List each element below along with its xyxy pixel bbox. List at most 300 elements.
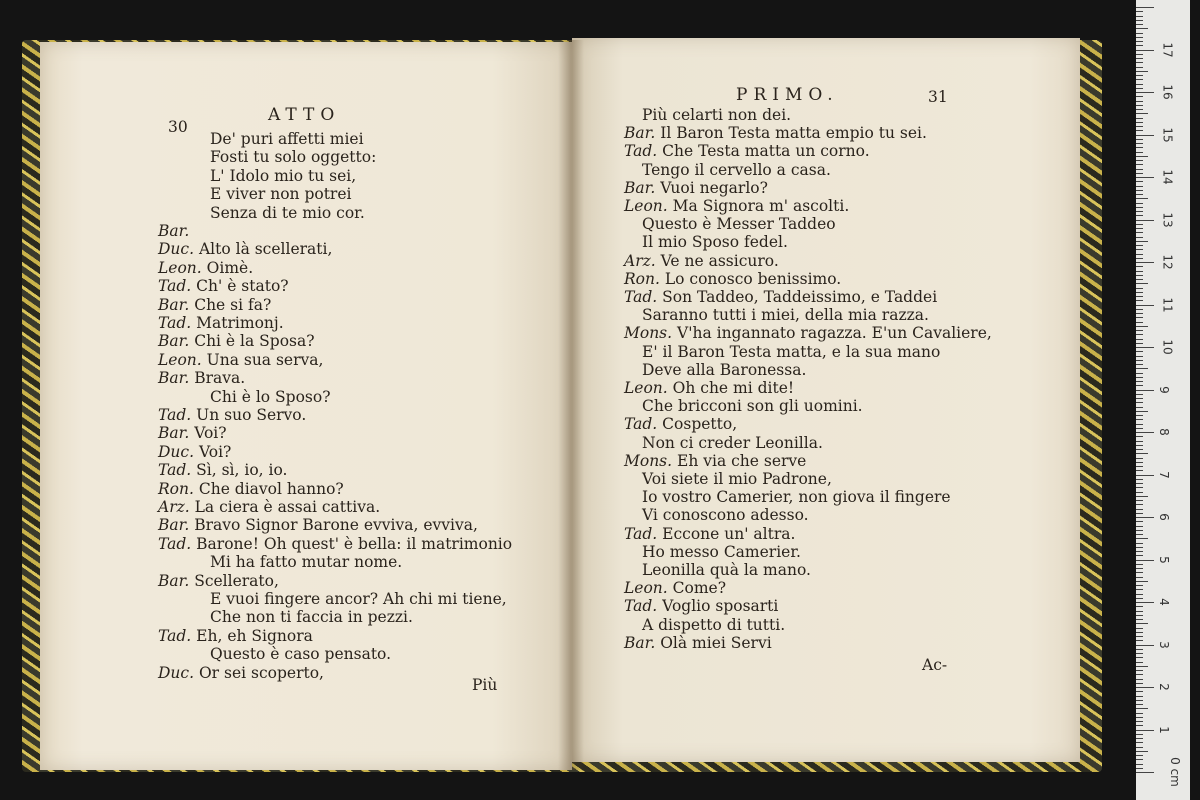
- ruler-tick: [1136, 424, 1143, 425]
- verse-text: A dispetto di tutti.: [642, 615, 786, 634]
- ruler-tick: [1136, 130, 1143, 131]
- ruler-tick: [1136, 747, 1143, 748]
- verse-text: La ciera è assai cattiva.: [194, 498, 381, 516]
- ruler-tick: [1136, 194, 1143, 195]
- ruler-tick: [1136, 67, 1143, 68]
- verse-line: [210, 204, 365, 222]
- verse-line: [210, 645, 391, 663]
- ruler-tick: [1136, 33, 1143, 34]
- verse-text: Voi?: [198, 442, 232, 461]
- book-gutter: [558, 40, 584, 770]
- ruler-tick: [1136, 330, 1143, 331]
- ruler-tick: [1136, 594, 1143, 595]
- ruler-tick: [1136, 619, 1143, 620]
- ruler-tick: [1136, 143, 1143, 144]
- ruler-tick: [1136, 479, 1143, 480]
- ruler-tick: [1136, 105, 1143, 106]
- ruler-tick: [1136, 54, 1143, 55]
- ruler-tick: [1136, 360, 1143, 361]
- ruler-tick: [1136, 602, 1154, 603]
- speaker-label: Tad.: [158, 534, 192, 553]
- speaker-label: Leon.: [158, 350, 202, 369]
- ruler-tick: [1136, 517, 1154, 518]
- verse-text: Il Baron Testa matta empio tu sei.: [660, 124, 927, 143]
- ruler-tick: [1136, 79, 1143, 80]
- verse-text: Come?: [672, 579, 727, 598]
- ruler-tick: [1136, 611, 1143, 612]
- ruler-tick: [1136, 755, 1143, 756]
- ruler-tick: [1136, 288, 1143, 289]
- speaker-label: Tad.: [158, 461, 192, 480]
- ruler-tick: [1136, 555, 1143, 556]
- ruler-tick: [1136, 725, 1143, 726]
- ruler-tick: [1136, 751, 1148, 752]
- verse-line: [624, 197, 849, 215]
- verse-text: Mi ha fatto mutar nome.: [210, 553, 403, 572]
- verse-line: [210, 167, 356, 185]
- ruler-tick: [1136, 169, 1143, 170]
- verse-text: Matrimonj.: [196, 314, 284, 332]
- ruler-tick: [1136, 509, 1143, 510]
- ruler-tick: [1136, 279, 1143, 280]
- speaker-label: Tad.: [624, 415, 658, 434]
- verse-text: Che Testa matta un corno.: [662, 142, 870, 161]
- verse-text: Bravo Signor Barone evviva, evviva,: [194, 516, 478, 535]
- speaker-label: Arz.: [158, 498, 190, 516]
- speaker-label: Tad.: [158, 626, 192, 645]
- verse-line: [158, 498, 380, 516]
- speaker-label: Ron.: [624, 269, 660, 288]
- ruler-tick: [1136, 118, 1143, 119]
- ruler-tick: [1136, 458, 1143, 459]
- verse-text: Eccone un' altra.: [662, 524, 796, 543]
- verse-text: Vuoi negarlo?: [660, 178, 768, 197]
- ruler-tick: [1136, 317, 1143, 318]
- verse-text: Olà miei Servi: [660, 633, 772, 652]
- ruler-tick: [1136, 84, 1143, 85]
- verse-text: Voglio sposarti: [662, 597, 779, 616]
- ruler-tick: [1136, 190, 1143, 191]
- ruler-tick: [1136, 730, 1154, 731]
- ruler-tick: [1136, 441, 1143, 442]
- ruler-tick: [1136, 691, 1143, 692]
- verse-line: [642, 543, 801, 561]
- ruler-tick: [1136, 772, 1154, 773]
- ruler-label: 5: [1156, 555, 1171, 564]
- ruler-tick: [1136, 606, 1143, 607]
- ruler-tick: [1136, 534, 1143, 535]
- verse-text: Che non ti faccia in pezzi.: [210, 608, 413, 627]
- ruler-tick: [1136, 62, 1143, 63]
- speaker-label: Tad.: [624, 142, 658, 161]
- ruler-tick: [1136, 700, 1143, 701]
- verse-line: [642, 616, 785, 634]
- verse-text: Che si fa?: [194, 295, 272, 314]
- ruler-tick: [1136, 679, 1143, 680]
- verse-text: L' Idolo mio tu sei,: [210, 166, 357, 185]
- verse-text: Sì, sì, io, io.: [196, 461, 288, 480]
- ruler-tick: [1136, 37, 1143, 38]
- speaker-label: Bar.: [624, 124, 656, 143]
- ruler-tick: [1136, 113, 1148, 114]
- ruler-tick: [1136, 572, 1143, 573]
- ruler-tick: [1136, 75, 1143, 76]
- ruler-tick: [1136, 432, 1154, 433]
- ruler-tick: [1136, 496, 1148, 497]
- verse-text: Cospetto,: [662, 415, 738, 434]
- verse-text: Deve alla Baronessa.: [642, 360, 807, 379]
- ruler-tick: [1136, 649, 1143, 650]
- speaker-label: Leon.: [624, 379, 668, 397]
- ruler-label: 0 cm: [1167, 757, 1182, 787]
- verse-text: E viver non potrei: [210, 185, 352, 204]
- verse-text: Eh, eh Signora: [196, 626, 313, 645]
- verse-line: [210, 130, 364, 148]
- verse-line: [624, 452, 806, 470]
- ruler-tick: [1136, 530, 1143, 531]
- ruler-tick: [1136, 577, 1143, 578]
- ruler-tick: [1136, 109, 1143, 110]
- ruler-tick: [1136, 721, 1143, 722]
- ruler-tick: [1136, 232, 1143, 233]
- measuring-ruler: [1136, 0, 1190, 800]
- ruler-tick: [1136, 292, 1143, 293]
- ruler-tick: [1136, 738, 1143, 739]
- ruler-tick: [1136, 45, 1143, 46]
- verse-line: [158, 572, 279, 590]
- ruler-tick: [1136, 632, 1143, 633]
- verse-line: [624, 324, 992, 342]
- ruler-tick: [1136, 101, 1143, 102]
- ruler-tick: [1136, 156, 1148, 157]
- ruler-tick: [1136, 551, 1143, 552]
- ruler-tick: [1136, 139, 1143, 140]
- verse-text: Più celarti non dei.: [642, 106, 792, 124]
- verse-text: Un suo Servo.: [196, 406, 307, 424]
- ruler-tick: [1136, 674, 1143, 675]
- verse-text: Vi conoscono adesso.: [642, 506, 809, 525]
- verse-text: Io vostro Camerier, non giova il fingere: [642, 488, 951, 507]
- verse-text: Or sei scoperto,: [198, 663, 324, 682]
- ruler-tick: [1136, 504, 1143, 505]
- ruler-tick: [1136, 666, 1148, 667]
- verse-line: [158, 424, 227, 442]
- ruler-tick: [1136, 228, 1143, 229]
- verse-line: [210, 608, 413, 626]
- ruler-tick: [1136, 305, 1154, 306]
- speaker-label: Duc.: [158, 442, 195, 461]
- ruler-tick: [1136, 373, 1143, 374]
- verse-line: [624, 634, 772, 652]
- ruler-tick: [1136, 262, 1154, 263]
- ruler-tick: [1136, 704, 1143, 705]
- verse-text: Ho messo Camerier.: [642, 542, 801, 561]
- catchword: Ac-: [922, 656, 948, 674]
- ruler-tick: [1136, 283, 1148, 284]
- verse-line: [642, 506, 809, 524]
- ruler-tick: [1136, 334, 1143, 335]
- verse-text: Ve ne assicuro.: [660, 251, 779, 270]
- speaker-label: Bar.: [158, 571, 190, 590]
- speaker-label: Bar.: [158, 424, 190, 443]
- ruler-label: 15: [1160, 126, 1175, 143]
- verse-text: Scellerato,: [194, 571, 279, 590]
- verse-text: Fosti tu solo oggetto:: [210, 148, 377, 167]
- speaker-label: Tad.: [158, 277, 192, 296]
- speaker-label: Tad.: [624, 524, 658, 543]
- ruler-tick: [1136, 717, 1143, 718]
- running-header: PRIMO.: [736, 85, 839, 105]
- ruler-tick: [1136, 160, 1143, 161]
- ruler-tick: [1136, 126, 1143, 127]
- ruler-tick: [1136, 598, 1143, 599]
- ruler-tick: [1136, 364, 1143, 365]
- ruler-tick: [1136, 122, 1143, 123]
- speaker-label: Mons.: [624, 324, 673, 343]
- ruler-tick: [1136, 356, 1143, 357]
- ruler-tick: [1136, 657, 1143, 658]
- verse-line: [158, 259, 253, 277]
- ruler-tick: [1136, 309, 1143, 310]
- verse-line: [158, 240, 332, 258]
- ruler-tick: [1136, 419, 1143, 420]
- speaker-label: Bar.: [158, 332, 190, 351]
- ruler-tick: [1136, 24, 1143, 25]
- verse-line: [642, 215, 836, 233]
- ruler-tick: [1136, 581, 1148, 582]
- ruler-tick: [1136, 7, 1154, 8]
- ruler-tick: [1136, 585, 1143, 586]
- ruler-tick: [1136, 224, 1143, 225]
- ruler-tick: [1136, 645, 1154, 646]
- ruler-tick: [1136, 466, 1143, 467]
- verse-line: [158, 222, 189, 240]
- speaker-label: Bar.: [158, 516, 190, 535]
- verse-text: De' puri affetti miei: [210, 130, 364, 148]
- ruler-tick: [1136, 670, 1143, 671]
- ruler-tick: [1136, 258, 1143, 259]
- ruler-tick: [1136, 326, 1148, 327]
- ruler-label: 3: [1156, 640, 1171, 649]
- verse-line: [210, 185, 351, 203]
- verse-line: [624, 597, 778, 615]
- speaker-label: Leon.: [624, 197, 668, 215]
- verse-line: [642, 233, 788, 251]
- verse-line: [624, 288, 937, 306]
- verse-line: [158, 296, 271, 314]
- ruler-tick: [1136, 343, 1143, 344]
- ruler-tick: [1136, 313, 1143, 314]
- ruler-tick: [1136, 538, 1148, 539]
- verse-line: [642, 161, 831, 179]
- ruler-tick: [1136, 560, 1154, 561]
- ruler-tick: [1136, 543, 1143, 544]
- ruler-tick: [1136, 377, 1143, 378]
- ruler-tick: [1136, 381, 1143, 382]
- ruler-tick: [1136, 428, 1143, 429]
- ruler-tick: [1136, 220, 1154, 221]
- verse-text: Eh via che serve: [677, 451, 807, 470]
- verse-text: Il mio Sposo fedel.: [642, 233, 788, 252]
- ruler-tick: [1136, 275, 1143, 276]
- ruler-tick: [1136, 589, 1143, 590]
- verse-line: [158, 332, 315, 350]
- ruler-tick: [1136, 483, 1143, 484]
- verse-text: Oimè.: [206, 258, 254, 277]
- verse-line: [210, 553, 402, 571]
- ruler-tick: [1136, 152, 1143, 153]
- ruler-tick: [1136, 198, 1148, 199]
- verse-line: [642, 488, 951, 506]
- ruler-tick: [1136, 564, 1143, 565]
- ruler-tick: [1136, 245, 1143, 246]
- ruler-tick: [1136, 402, 1143, 403]
- ruler-tick: [1136, 28, 1148, 29]
- speaker-label: Leon.: [624, 579, 668, 598]
- verse-line: [158, 480, 344, 498]
- ruler-tick: [1136, 135, 1154, 136]
- ruler-tick: [1136, 513, 1143, 514]
- ruler-tick: [1136, 636, 1143, 637]
- ruler-tick: [1136, 92, 1154, 93]
- ruler-tick: [1136, 271, 1143, 272]
- verse-text: Barone! Oh quest' è bella: il matrimonio: [196, 534, 513, 553]
- verse-line: [158, 461, 287, 479]
- verse-text: Che bricconi son gli uomini.: [642, 397, 863, 416]
- ruler-tick: [1136, 759, 1143, 760]
- verse-text: Questo è caso pensato.: [210, 645, 392, 664]
- ruler-tick: [1136, 300, 1143, 301]
- ruler-tick: [1136, 470, 1143, 471]
- ruler-tick: [1136, 16, 1143, 17]
- verse-text: E vuoi fingere ancor? Ah chi mi tiene,: [210, 590, 507, 608]
- ruler-tick: [1136, 173, 1143, 174]
- speaker-label: Duc.: [158, 663, 195, 682]
- ruler-label: 13: [1160, 211, 1175, 228]
- ruler-tick: [1136, 322, 1143, 323]
- ruler-tick: [1136, 487, 1143, 488]
- ruler-tick: [1136, 351, 1143, 352]
- ruler-tick: [1136, 436, 1143, 437]
- ruler-label: 14: [1160, 169, 1175, 185]
- ruler-label: 11: [1160, 296, 1175, 313]
- ruler-tick: [1136, 254, 1143, 255]
- ruler-tick: [1136, 58, 1143, 59]
- speaker-label: Bar.: [624, 178, 656, 197]
- verse-line: [210, 590, 507, 608]
- ruler-tick: [1136, 453, 1148, 454]
- verse-text: V'ha ingannato ragazza. E'un Cavaliere,: [677, 324, 992, 343]
- speaker-label: Bar.: [158, 295, 190, 314]
- verse-line: [158, 516, 478, 534]
- ruler-tick: [1136, 526, 1143, 527]
- speaker-label: Tad.: [158, 406, 192, 424]
- speaker-label: Bar.: [624, 633, 656, 652]
- verse-line: [642, 434, 823, 452]
- ruler-tick: [1136, 640, 1143, 641]
- ruler-tick: [1136, 615, 1143, 616]
- ruler-tick: [1136, 266, 1143, 267]
- ruler-tick: [1136, 164, 1143, 165]
- speaker-label: Tad.: [624, 288, 658, 306]
- ruler-tick: [1136, 653, 1143, 654]
- verse-line: [158, 406, 306, 424]
- speaker-label: Tad.: [158, 314, 192, 332]
- ruler-tick: [1136, 394, 1143, 395]
- ruler-label: 9: [1156, 385, 1171, 394]
- ruler-tick: [1136, 181, 1143, 182]
- verse-line: [624, 142, 870, 160]
- ruler-tick: [1136, 568, 1143, 569]
- verse-text: Senza di te mio cor.: [210, 203, 365, 222]
- verse-line: [642, 361, 806, 379]
- verse-text: Son Taddeo, Taddeissimo, e Taddei: [662, 288, 938, 306]
- verse-line: [624, 379, 794, 397]
- verse-text: Una sua serva,: [206, 350, 324, 369]
- verse-line: [158, 535, 512, 553]
- verse-line: [642, 470, 832, 488]
- verse-text: Che diavol hanno?: [198, 479, 344, 498]
- speaker-label: Duc.: [158, 240, 195, 259]
- ruler-tick: [1136, 407, 1143, 408]
- ruler-tick: [1136, 449, 1143, 450]
- verse-text: Voi?: [194, 424, 227, 443]
- ruler-tick: [1136, 623, 1148, 624]
- verse-line: [624, 252, 779, 270]
- verse-line: [624, 270, 841, 288]
- ruler-tick: [1136, 628, 1143, 629]
- speaker-label: Arz.: [624, 251, 656, 270]
- verse-line: [210, 148, 376, 166]
- ruler-label: 1: [1156, 725, 1171, 734]
- ruler-label: 8: [1156, 428, 1171, 436]
- ruler-tick: [1136, 385, 1143, 386]
- verse-line: [210, 388, 331, 406]
- verse-line: [158, 314, 284, 332]
- page-number: 30: [168, 118, 188, 136]
- ruler-tick: [1136, 41, 1143, 42]
- ruler-tick: [1136, 475, 1154, 476]
- ruler-label: 17: [1160, 41, 1175, 58]
- ruler-tick: [1136, 11, 1143, 12]
- ruler-tick: [1136, 177, 1154, 178]
- speaker-label: Bar.: [158, 222, 190, 240]
- verse-text: Non ci creder Leonilla.: [642, 433, 823, 452]
- verse-text: E' il Baron Testa matta, e la sua mano: [642, 342, 941, 361]
- ruler-tick: [1136, 368, 1148, 369]
- verse-line: [642, 106, 791, 124]
- verse-line: [158, 351, 323, 369]
- verse-line: [158, 369, 245, 387]
- speaker-label: Tad.: [624, 597, 658, 616]
- verse-line: [642, 343, 940, 361]
- verse-text: Alto là scellerati,: [198, 240, 333, 259]
- verse-text: Chi è la Sposa?: [194, 332, 315, 351]
- verse-text: Oh che mi dite!: [672, 379, 795, 397]
- verse-text: Questo è Messer Taddeo: [642, 215, 836, 234]
- ruler-label: 12: [1160, 254, 1175, 270]
- ruler-tick: [1136, 662, 1143, 663]
- verse-line: [624, 179, 768, 197]
- ruler-tick: [1136, 50, 1154, 51]
- ruler-tick: [1136, 764, 1143, 765]
- ruler-tick: [1136, 339, 1143, 340]
- ruler-tick: [1136, 547, 1143, 548]
- ruler-tick: [1136, 203, 1143, 204]
- verse-text: Voi siete il mio Padrone,: [642, 470, 832, 488]
- verse-line: [624, 579, 726, 597]
- verse-line: [624, 525, 795, 543]
